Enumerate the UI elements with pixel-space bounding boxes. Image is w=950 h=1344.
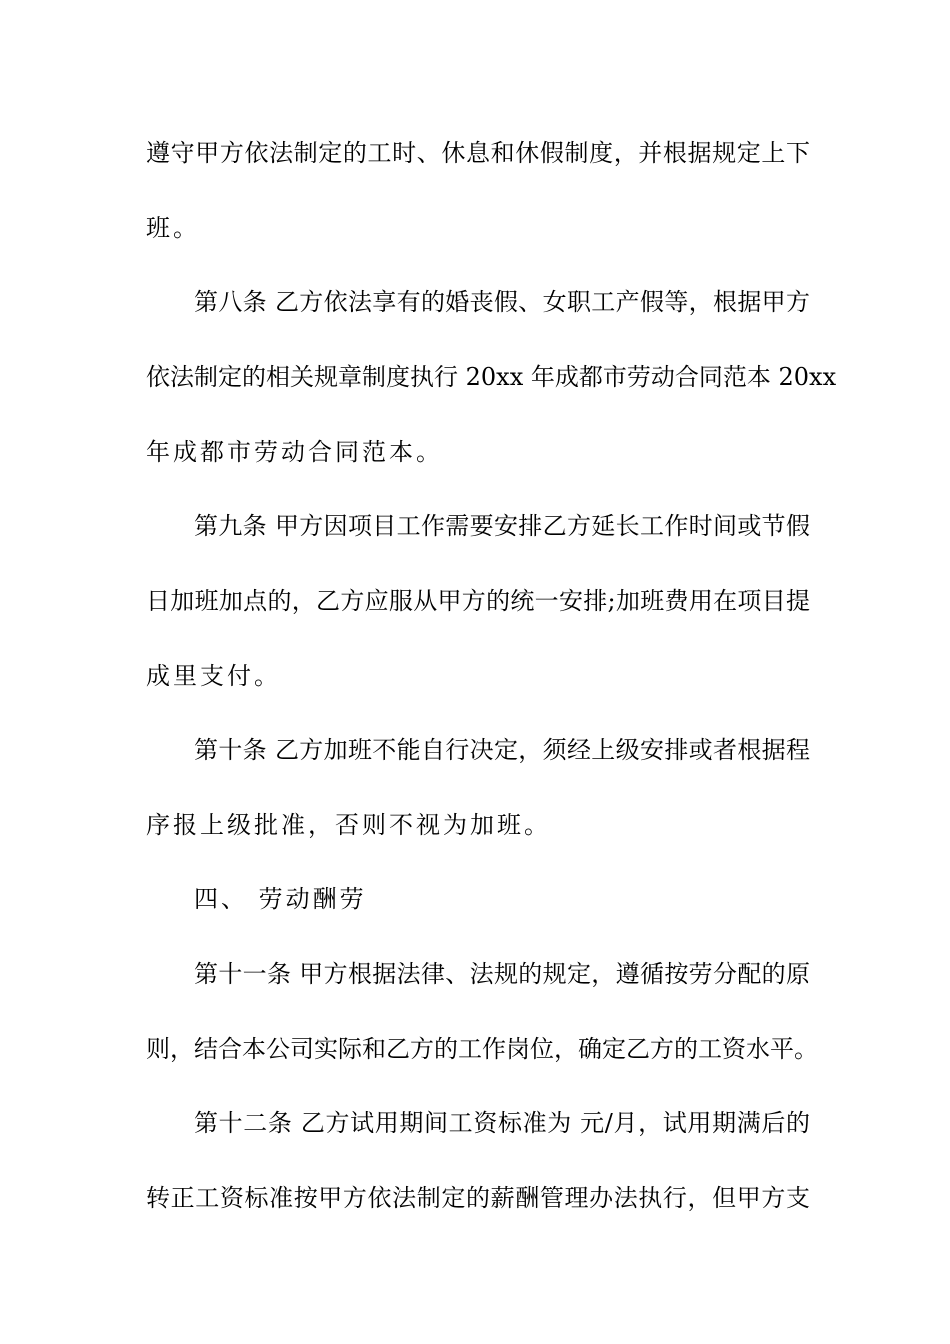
text-line: 序报上级批准，否则不视为加班。 xyxy=(146,811,551,839)
article-8-heading-line: 第八条 乙方依法享有的婚丧假、女职工产假等，根据甲方 xyxy=(194,288,810,316)
text-line: 遵守甲方依法制定的工时、休息和休假制度，并根据规定上下 xyxy=(146,139,810,167)
text-line: 则，结合本公司实际和乙方的工作岗位，确定乙方的工资水平。 xyxy=(146,1035,818,1063)
text-line: 转正工资标准按甲方依法制定的薪酬管理办法执行，但甲方支 xyxy=(146,1184,810,1212)
text-line: 班。 xyxy=(146,214,200,242)
text-line: 日加班加点的，乙方应服从甲方的统一安排;加班费用在项目提 xyxy=(146,587,810,615)
article-11-heading-line: 第十一条 甲方根据法律、法规的规定，遵循按劳分配的原 xyxy=(194,960,810,988)
text-line: 成里支付。 xyxy=(146,662,281,690)
article-10-heading-line: 第十条 乙方加班不能自行决定，须经上级安排或者根据程 xyxy=(194,736,810,764)
text-line: 年成都市劳动合同范本。 xyxy=(146,438,443,466)
article-12-heading-line: 第十二条 乙方试用期间工资标准为 元/月，试用期满后的 xyxy=(194,1109,810,1137)
text-line: 依法制定的相关规章制度执行 20xx 年成都市劳动合同范本 20xx xyxy=(146,363,837,391)
article-9-heading-line: 第九条 甲方因项目工作需要安排乙方延长工作时间或节假 xyxy=(194,512,810,540)
section-heading: 四、 劳动酬劳 xyxy=(194,885,367,913)
